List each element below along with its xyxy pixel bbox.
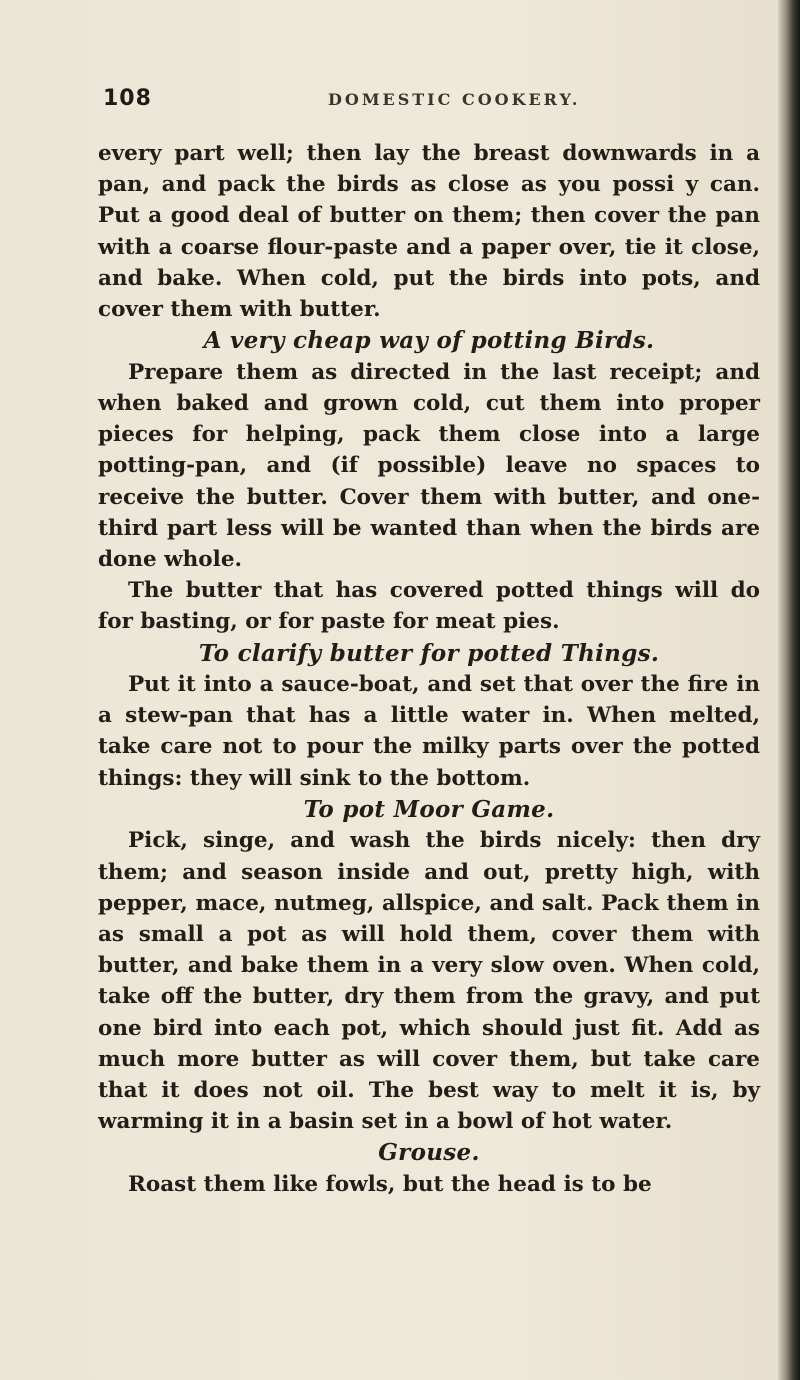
recipe-paragraph: Prepare them as directed in the last receipt; and when baked and grown cold, cut them into proper pieces for helping, pack them close into a large potting-pan, and (if possible) leave no spaces to receive the butter. Cover them with butter, and one-third part less will be wanted than when the birds are done whole. bbox=[98, 359, 760, 572]
body-text bbox=[98, 138, 760, 1200]
recipe-paragraph: Put it into a sauce-boat, and set that over the fire in a stew-pan that has a little water in. When melted, take care not to pour the milky parts over the potted things: they will sink to the bottom. bbox=[98, 672, 760, 791]
recipe-paragraph: The butter that has covered potted things will do for basting, or for paste for meat pies. bbox=[98, 578, 760, 635]
recipe-heading: To pot Moor Game. bbox=[303, 795, 555, 823]
recipe-paragraph: Pick, singe, and wash the birds nicely: then dry them; and season inside and out, pretty high, with pepper, mace, nutmeg, allspice, and salt. Pack them in as small a pot as will hold them, cover them with butter, and bake them in a very slow oven. When cold, take off the butter, dry them from the gravy, and put one bird into each pot, which should just fit. Add as much more butter as will cover them, but take care that it does not oil. The best way to melt it is, by warming it in a basin set in a bowl of hot water. bbox=[98, 828, 760, 1135]
recipe-heading: A very cheap way of potting Birds. bbox=[203, 327, 655, 355]
continuation-paragraph: every part well; then lay the breast downwards in a pan, and pack the birds as close as you possi y can. Put a good deal of butter on them; then cover the pan with a coarse flour-paste and a paper over, tie it close, and bake. When cold, put the birds into pots, and cover them with butter. bbox=[98, 141, 760, 323]
page-binding-edge bbox=[778, 0, 800, 1380]
running-head bbox=[103, 86, 763, 126]
page-number: 108 bbox=[103, 86, 152, 111]
recipe-heading: Grouse. bbox=[378, 1139, 480, 1167]
running-title: DOMESTIC COOKERY. bbox=[328, 90, 581, 109]
recipe-paragraph: Roast them like fowls, but the head is to be bbox=[128, 1171, 652, 1197]
recipe-heading: To clarify butter for potted Things. bbox=[198, 639, 660, 667]
